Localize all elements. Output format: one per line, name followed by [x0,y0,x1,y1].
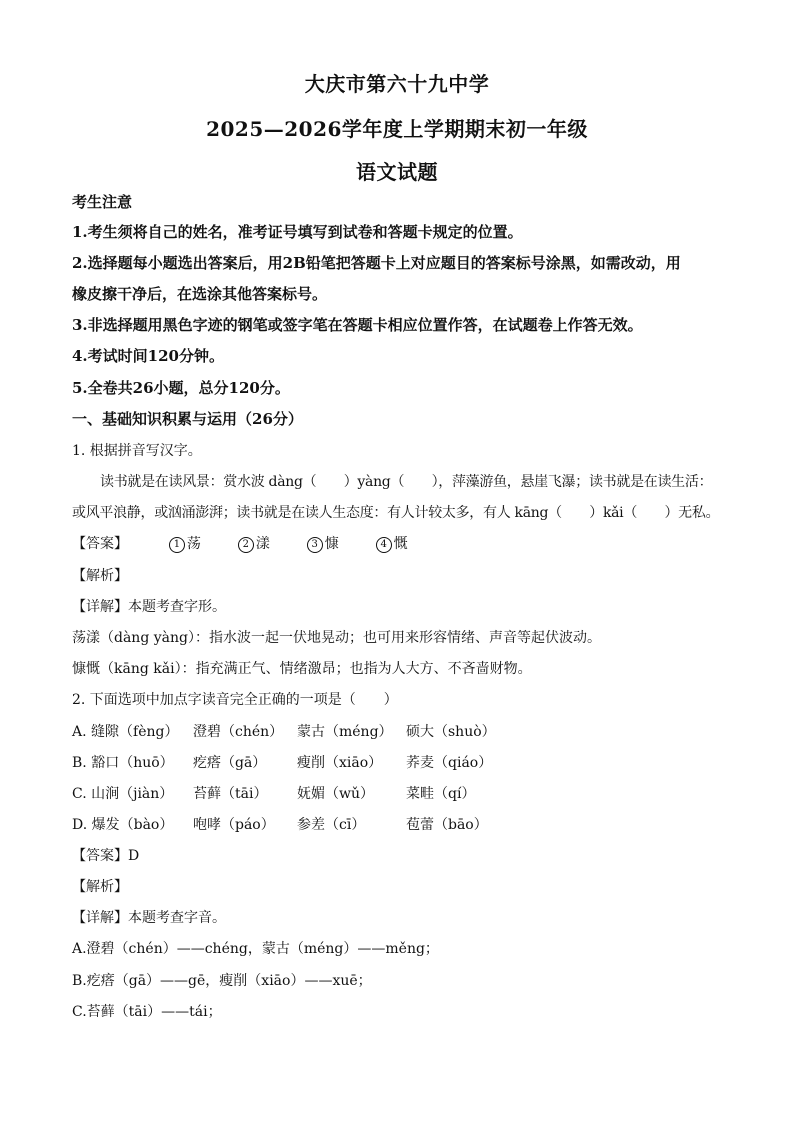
subject-title: 语文试题 [356,160,438,184]
option-cell: C. 山涧（jiàn） [72,786,174,802]
school-title: 大庆市第六十九中学 [304,72,490,96]
detail-label: 【详解】本题考查字音。 [72,910,226,926]
detail-line: 慷慨（kāng kǎi）：指充满正气、情绪激昂；也指为人大方、不吝啬财物。 [72,661,532,677]
option-cell: 蒙古（méng） [297,724,393,740]
option-cell: A. 缝隙（fèng） [72,724,179,740]
option-cell: 疙瘩（gā） [193,755,267,771]
option-cell: 荞麦（qiáo） [406,755,493,771]
detail-line: B.疙瘩（gā）——gē，瘦削（xiāo）——xuē； [72,973,372,989]
notice-item: 5.全卷共26小题，总分120分。 [72,379,290,397]
detail-line: A.澄碧（chén）——chéng，蒙古（méng）——měng； [72,941,439,957]
option-cell: 菜畦（qí） [406,786,476,802]
analysis-label: 【解析】 [72,568,128,584]
option-cell: B. 豁口（huō） [72,755,174,771]
answer-label: 【答案】 [72,536,128,552]
option-cell: 苞蕾（bāo） [406,817,488,833]
q2-stem: 2. 下面选项中加点字读音完全正确的一项是（ ） [72,692,398,708]
option-cell: 参差（cī） [297,817,366,833]
notice-item: 2.选择题每小题选出答案后，用2B铅笔把答题卡上对应题目的答案标号涂黑，如需改动，用 [72,254,681,272]
q2-answer: 【答案】D [72,848,140,864]
answer-item: 1 荡 [169,534,201,554]
answer-item: 2 漾 [238,534,270,554]
notice-heading: 考生注意 [72,193,133,211]
q1-stem: 1. 根据拼音写汉字。 [72,443,202,459]
notice-item: 橡皮擦干净后，在选涂其他答案标号。 [72,285,328,303]
detail-label: 【详解】本题考查字形。 [72,599,226,615]
option-cell: 瘦削（xiāo） [297,755,383,771]
option-cell: 澄碧（chén） [193,724,284,740]
q1-passage: 读书就是在读风景：赏水波 dàng（ ）yàng（ ），萍藻游鱼，悬崖飞瀑；读书就是在读生活： [100,474,713,490]
notice-item: 3.非选择题用黑色字迹的钢笔或签字笔在答题卡相应位置作答，在试题卷上作答无效。 [72,316,643,334]
notice-item: 4.考试时间120分钟。 [72,347,224,365]
notice-item: 1.考生须将自己的姓名，准考证号填写到试卷和答题卡规定的位置。 [72,223,523,241]
detail-line: 荡漾（dàng yàng）：指水波一起一伏地晃动；也可用来形容情绪、声音等起伏波动。 [72,630,601,646]
option-cell: D. 爆发（bào） [72,817,174,833]
option-cell: 苔藓（tāi） [193,786,268,802]
answer-item: 3 慷 [307,534,339,554]
analysis-label: 【解析】 [72,879,128,895]
q1-answer-row [72,534,732,554]
term-title: 2025—2026学年度上学期期末初一年级 [206,117,588,141]
detail-line: C.苔藓（tāi）——tái； [72,1004,222,1020]
option-cell: 妩媚（wǔ） [297,786,374,802]
q1-passage: 或风平浪静，或汹涌澎湃；读书就是在读人生态度：有人计较太多，有人 kāng（ ）kǎi（ ）无私。 [72,505,720,521]
option-cell: 硕大（shuò） [406,724,496,740]
option-cell: 咆哮（páo） [193,817,275,833]
section-heading: 一、基础知识积累与运用（26分） [72,410,303,428]
answer-item: 4 慨 [376,534,408,554]
